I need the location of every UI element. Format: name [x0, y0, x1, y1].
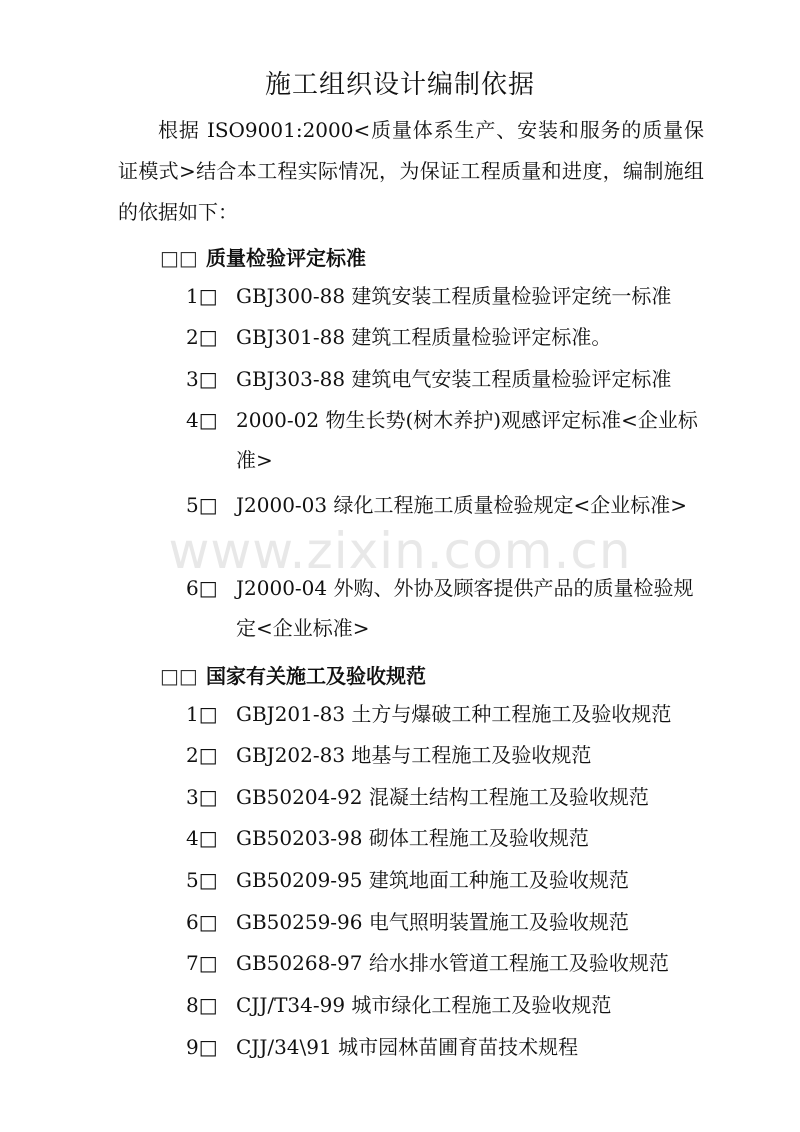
item-text: J2000-03 绿化工程施工质量检验规定<企业标准>: [236, 493, 687, 517]
list-item: [186, 1027, 706, 1067]
section-title: 国家有关施工及验收规范: [206, 664, 426, 688]
item-text: 2000-02 物生长势(树木养护)观感评定标准<企业标准>: [236, 408, 698, 472]
list-item: [186, 400, 706, 480]
watermark: www.zixin.com.cn: [168, 522, 632, 580]
item-text: GB50204-92 混凝土结构工程施工及验收规范: [236, 785, 649, 809]
item-number: 6□: [186, 910, 218, 934]
list-item: [186, 359, 706, 399]
item-text: GBJ202-83 地基与工程施工及验收规范: [236, 743, 592, 767]
list-item: [186, 276, 706, 316]
list-item: [186, 943, 706, 983]
item-text: GB50209-95 建筑地面工种施工及验收规范: [236, 868, 629, 892]
item-number: 2□: [186, 743, 218, 767]
list-item: [186, 985, 706, 1025]
section-number: □□: [160, 664, 198, 688]
list-item: [186, 694, 706, 734]
list-item: [186, 735, 706, 775]
item-text: CJJ/T34-99 城市绿化工程施工及验收规范: [236, 993, 612, 1017]
item-number: 6□: [186, 576, 218, 600]
page-title: 施工组织设计编制依据: [264, 70, 535, 100]
list-item: [186, 317, 706, 357]
item-number: 1□: [186, 702, 218, 726]
item-number: 8□: [186, 993, 218, 1017]
section-heading: [160, 242, 366, 271]
item-text: GB50259-96 电气照明装置施工及验收规范: [236, 910, 629, 934]
item-text: GBJ300-88 建筑安装工程质量检验评定统一标准: [236, 284, 672, 308]
item-number: 5□: [186, 868, 218, 892]
item-number: 9□: [186, 1035, 218, 1059]
item-number: 4□: [186, 408, 218, 432]
item-number: 2□: [186, 325, 218, 349]
item-text: GBJ201-83 土方与爆破工种工程施工及验收规范: [236, 702, 672, 726]
list-item: [186, 485, 706, 525]
item-text: GB50203-98 砌体工程施工及验收规范: [236, 826, 589, 850]
list-item: [186, 568, 706, 648]
item-text: GBJ301-88 建筑工程质量检验评定标准。: [236, 325, 612, 349]
list-item: [186, 818, 706, 858]
intro-paragraph: 根据 ISO9001:2000<质量体系生产、安装和服务的质量保证模式>结合本工程实际情况，为保证工程质量和进度，编制施组的依据如下：: [118, 118, 704, 224]
item-number: 1□: [186, 284, 218, 308]
item-number: 3□: [186, 785, 218, 809]
item-text: GBJ303-88 建筑电气安装工程质量检验评定标准: [236, 367, 672, 391]
list-item: [186, 777, 706, 817]
list-item: [186, 902, 706, 942]
item-number: 7□: [186, 951, 218, 975]
item-text: CJJ/34\91 城市园林苗圃育苗技术规程: [236, 1035, 579, 1059]
item-text: GB50268-97 给水排水管道工程施工及验收规范: [236, 951, 669, 975]
section-number: □□: [160, 246, 198, 270]
item-number: 5□: [186, 493, 218, 517]
list-item: [186, 860, 706, 900]
section-title: 质量检验评定标准: [206, 246, 366, 270]
section-heading: [160, 660, 426, 689]
item-number: 3□: [186, 367, 218, 391]
item-text: J2000-04 外购、外协及顾客提供产品的质量检验规定<企业标准>: [236, 576, 694, 640]
item-number: 4□: [186, 826, 218, 850]
